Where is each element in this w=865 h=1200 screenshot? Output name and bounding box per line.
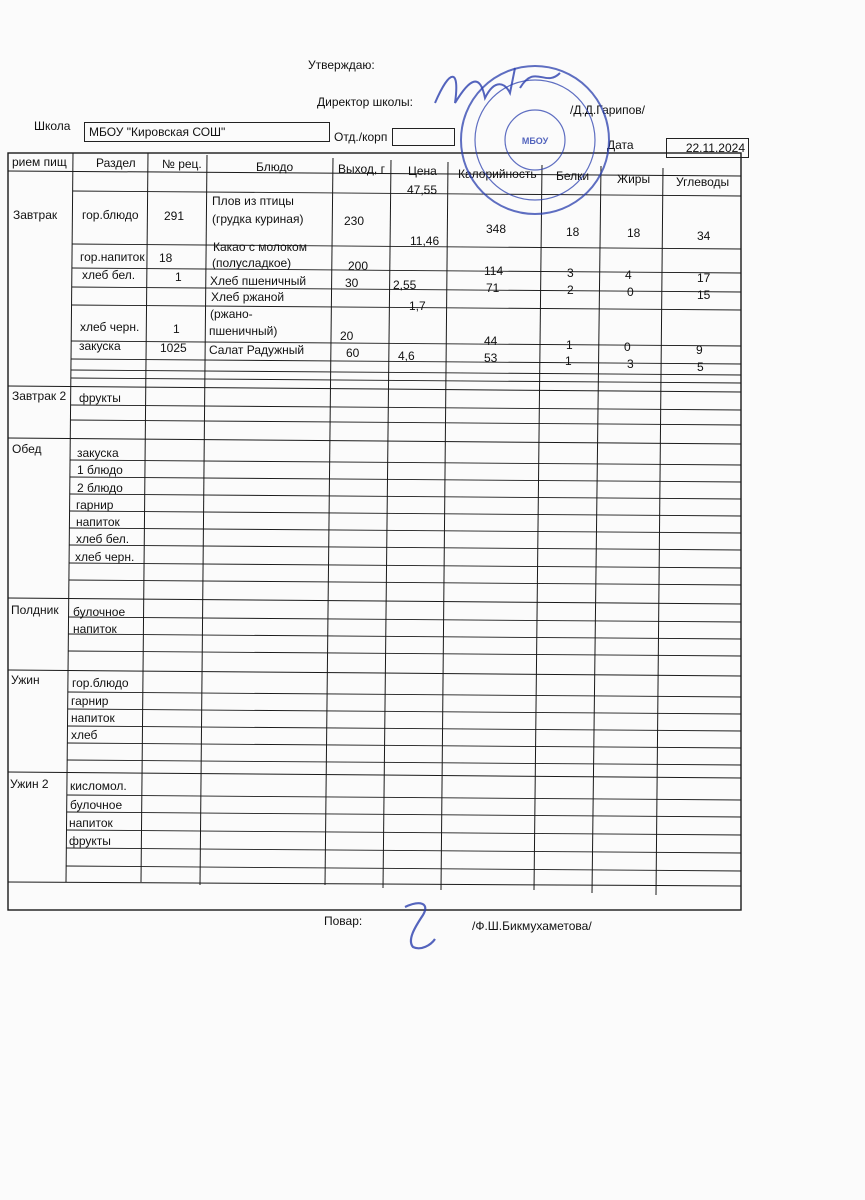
row-line [67, 726, 741, 731]
section-label: гарнир [76, 498, 114, 512]
section-label: хлеб [71, 728, 98, 742]
row-recipe: 1025 [160, 341, 187, 355]
row-line [69, 528, 741, 533]
col-header-price: Цена [408, 164, 437, 178]
col-header-recipe: № рец. [162, 157, 202, 171]
row-line [67, 743, 741, 748]
row-protein: 3 [567, 266, 574, 280]
col-line [325, 158, 333, 885]
school-label: Школа [34, 119, 71, 133]
row-calories: 53 [484, 351, 498, 365]
col-header-protein: Белки [556, 169, 590, 183]
col-line [383, 160, 391, 888]
row-dish: Хлеб пшеничный [210, 274, 307, 288]
row-line [71, 378, 741, 383]
row-line [66, 848, 741, 853]
meal-snack: Полдник [11, 603, 59, 617]
row-price: 11,46 [410, 234, 440, 248]
row-dish: Хлеб ржаной [211, 290, 285, 304]
row-price: 4,6 [398, 349, 415, 363]
row-output: 20 [340, 329, 354, 343]
meal-breakfast: Завтрак [13, 208, 58, 222]
row-line [69, 545, 741, 550]
row-line [68, 692, 741, 697]
col-header-calories: Калорийность [458, 167, 537, 181]
row-fat: 4 [625, 268, 632, 282]
row-output: 60 [346, 346, 360, 360]
row-line [66, 866, 741, 871]
section-label: хлеб черн. [75, 550, 135, 564]
col-line [592, 166, 601, 893]
row-line [71, 305, 741, 310]
school-name: МБОУ "Кировская СОШ" [89, 125, 226, 139]
row-carbs: 17 [697, 271, 711, 285]
row-line [69, 580, 741, 585]
col-header-section: Раздел [96, 156, 136, 170]
row-price: 1,7 [409, 299, 426, 313]
section-label: фрукты [79, 391, 121, 405]
row-dish: пшеничный) [209, 324, 278, 338]
row-calories: 348 [486, 222, 507, 236]
row-output: 200 [348, 259, 369, 273]
row-line [70, 477, 741, 482]
row-line [69, 563, 741, 568]
cook-label: Повар: [324, 914, 363, 928]
section-label: фрукты [69, 834, 111, 848]
row-line [68, 634, 741, 639]
cook-signature [395, 895, 445, 955]
col-header-output: Выход, г [338, 162, 385, 176]
col-header-dish: Блюдо [256, 160, 294, 174]
row-line [71, 370, 741, 375]
col-header-fat: Жиры [617, 172, 651, 186]
row-line [68, 617, 741, 622]
approve-label: Утверждаю: [308, 58, 375, 72]
row-line [67, 760, 741, 765]
section-label: напиток [69, 816, 113, 830]
stamp-text: МБОУ [521, 136, 549, 146]
section-label: гарнир [71, 694, 109, 708]
row-line [66, 812, 741, 817]
row-line [68, 651, 741, 656]
col-line [534, 165, 542, 890]
row-carbs: 5 [697, 360, 704, 374]
director-signature [425, 58, 585, 128]
row-line [70, 420, 741, 425]
section-label: напиток [71, 711, 115, 725]
row-line [70, 460, 741, 465]
section-label: закуска [77, 446, 119, 460]
col-header-meal: рием пищ [12, 155, 67, 169]
row-protein: 1 [565, 354, 572, 368]
row-fat: 3 [627, 357, 634, 371]
row-fat: 0 [627, 285, 634, 299]
row-fat: 0 [624, 340, 631, 354]
row-dish: (грудка куриная) [212, 212, 304, 226]
row-dish: Какао с молоком [213, 240, 307, 254]
row-recipe: 1 [173, 322, 180, 336]
row-carbs: 9 [696, 343, 703, 357]
row-fat: 18 [627, 226, 641, 240]
row-line [67, 709, 741, 714]
date-label: Дата [607, 138, 634, 152]
col-header-carbs: Углеводы [676, 175, 730, 189]
meal-dinner: Ужин [11, 673, 40, 687]
row-line [70, 494, 741, 499]
meal-breakfast2: Завтрак 2 [12, 389, 67, 403]
row-section: закуска [79, 339, 121, 353]
row-dish: (полусладкое) [212, 256, 292, 270]
row-line [67, 795, 741, 800]
row-protein: 2 [567, 283, 574, 297]
row-calories: 44 [484, 334, 498, 348]
row-calories: 114 [484, 264, 504, 278]
col-line [656, 168, 663, 895]
row-recipe: 18 [159, 251, 173, 265]
section-label: напиток [76, 515, 120, 529]
dept-label: Отд./корп [334, 130, 388, 144]
section-label: напиток [73, 622, 117, 636]
row-line [70, 405, 741, 410]
row-line [69, 511, 741, 516]
row-dish: (ржано- [210, 307, 253, 321]
section-label: булочное [70, 798, 123, 812]
row-recipe: 291 [164, 209, 185, 223]
row-output: 230 [344, 214, 365, 228]
row-price: 47,55 [407, 183, 438, 197]
group-line [8, 438, 741, 444]
row-recipe: 1 [175, 270, 182, 284]
row-section: хлеб черн. [80, 320, 140, 334]
section-label: 2 блюдо [77, 481, 123, 495]
row-dish: Салат Радужный [209, 343, 305, 357]
row-dish: Плов из птицы [212, 194, 294, 208]
meal-lunch: Обед [12, 442, 42, 456]
director-label: Директор школы: [317, 95, 413, 109]
row-price: 2,55 [393, 278, 417, 292]
meal-dinner2: Ужин 2 [10, 777, 49, 791]
director-name: /Д.Д.Гарипов/ [570, 103, 646, 117]
section-label: кисломол. [70, 779, 127, 793]
row-output: 30 [345, 276, 359, 290]
group-line [8, 772, 741, 778]
section-label: булочное [73, 605, 126, 619]
row-line [72, 268, 741, 273]
col-line [200, 155, 207, 885]
row-line [72, 244, 741, 249]
section-label: 1 блюдо [77, 463, 123, 477]
group-line [8, 598, 741, 604]
row-section: гор.напиток [80, 250, 145, 264]
row-calories: 71 [486, 281, 500, 295]
row-line [66, 830, 741, 835]
row-protein: 18 [566, 225, 580, 239]
cook-name: /Ф.Ш.Бикмухаметова/ [472, 919, 592, 933]
row-carbs: 34 [697, 229, 711, 243]
row-carbs: 15 [697, 288, 711, 302]
section-label: гор.блюдо [72, 676, 129, 690]
section-label: хлеб бел. [76, 532, 130, 546]
row-section: хлеб бел. [82, 268, 136, 282]
group-line [8, 882, 741, 886]
row-section: гор.блюдо [82, 208, 139, 222]
date-value: 22.11.2024 [685, 141, 745, 155]
row-protein: 1 [566, 338, 573, 352]
